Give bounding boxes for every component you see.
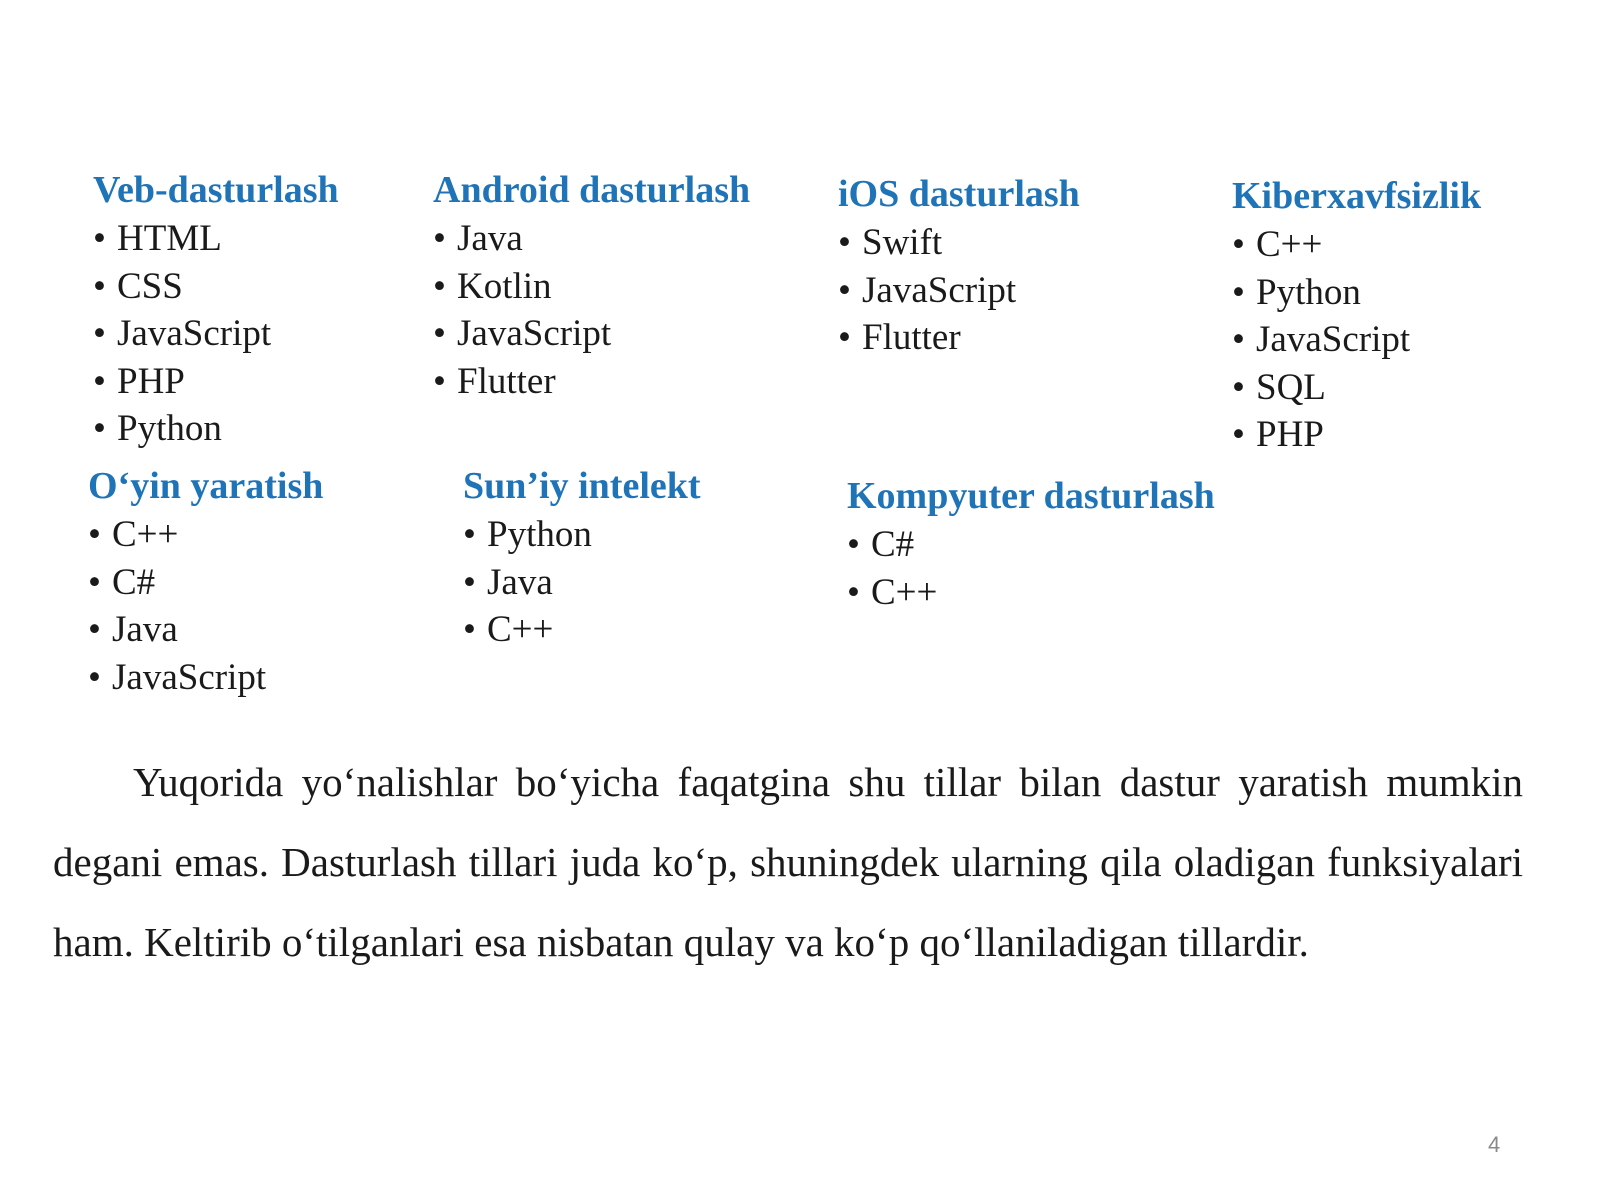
list-item: • JavaScript bbox=[838, 267, 1080, 315]
body-paragraph: Yuqorida yo‘nalishlar bo‘yicha faqatgina shu tillar bilan dastur yaratish mumkin degani emas. Dasturlash tillari juda ko‘p, shuningdek ularning qila oladigan funksiyalari ham. Keltirib o‘tilganlari esa nisbatan qulay va ko‘p qo‘llaniladigan tillardir. bbox=[53, 759, 1523, 965]
section-heading: O‘yin yaratish bbox=[88, 465, 324, 507]
bullet-icon: • bbox=[463, 561, 476, 603]
section-heading: Sun’iy intelekt bbox=[463, 465, 701, 507]
list-item: • C++ bbox=[463, 606, 701, 654]
list-item: • C++ bbox=[847, 569, 1215, 617]
list-item: • JavaScript bbox=[88, 654, 323, 702]
bullet-icon: • bbox=[847, 571, 860, 613]
bullet-icon: • bbox=[838, 222, 851, 263]
bullet-icon: • bbox=[93, 408, 106, 449]
bullet-icon: • bbox=[93, 265, 106, 307]
bullet-icon: • bbox=[838, 317, 851, 358]
bullet-icon: • bbox=[88, 609, 101, 650]
bullet-icon: • bbox=[93, 313, 106, 354]
section-heading: iOS dasturlash bbox=[838, 173, 1080, 215]
bullet-icon: • bbox=[1232, 319, 1245, 360]
list-item: • JavaScript bbox=[433, 310, 750, 358]
section-computer-programming bbox=[847, 473, 1215, 616]
list-item: • Flutter bbox=[433, 358, 750, 406]
section-artificial-intelligence bbox=[463, 463, 701, 654]
list-item: • Swift bbox=[838, 219, 1080, 267]
language-list bbox=[838, 219, 1080, 362]
bullet-icon: • bbox=[93, 360, 106, 402]
section-heading: Veb-dasturlash bbox=[93, 169, 339, 211]
bullet-icon: • bbox=[1232, 271, 1245, 313]
section-heading: Android dasturlash bbox=[433, 169, 751, 211]
bullet-icon: • bbox=[463, 609, 476, 650]
list-item: • Python bbox=[93, 405, 339, 453]
bullet-icon: • bbox=[88, 561, 101, 603]
bullet-icon: • bbox=[88, 656, 101, 698]
section-web-development bbox=[93, 167, 339, 453]
language-list bbox=[1232, 221, 1481, 459]
bullet-icon: • bbox=[88, 514, 101, 555]
language-list bbox=[463, 511, 701, 654]
list-item: • Java bbox=[463, 559, 701, 607]
language-list bbox=[847, 521, 1215, 616]
list-item: • Python bbox=[1232, 269, 1481, 317]
bullet-icon: • bbox=[1232, 414, 1245, 455]
bullet-icon: • bbox=[433, 218, 446, 259]
bullet-icon: • bbox=[433, 313, 446, 354]
list-item: • C++ bbox=[1232, 221, 1481, 269]
language-list bbox=[88, 511, 323, 701]
bullet-icon: • bbox=[1232, 224, 1245, 265]
list-item: • PHP bbox=[1232, 411, 1481, 459]
list-item: • Python bbox=[463, 511, 701, 559]
bullet-icon: • bbox=[847, 524, 860, 565]
section-heading: Kompyuter dasturlash bbox=[847, 475, 1215, 517]
list-item: • Kotlin bbox=[433, 263, 750, 311]
list-item: • CSS bbox=[93, 263, 339, 311]
section-heading: Kiberxavfsizlik bbox=[1232, 175, 1482, 217]
list-item: • JavaScript bbox=[1232, 316, 1481, 364]
bullet-icon: • bbox=[433, 360, 446, 402]
list-item: • SQL bbox=[1232, 364, 1481, 412]
list-item: • Java bbox=[88, 606, 323, 654]
bullet-icon: • bbox=[93, 218, 106, 259]
list-item: • C# bbox=[88, 559, 323, 607]
section-game-development bbox=[88, 463, 323, 701]
list-item: • JavaScript bbox=[93, 310, 339, 358]
list-item: • C# bbox=[847, 521, 1215, 569]
bullet-icon: • bbox=[838, 269, 851, 311]
section-cybersecurity bbox=[1232, 173, 1481, 459]
list-item: • HTML bbox=[93, 215, 339, 263]
list-item: • PHP bbox=[93, 358, 339, 406]
list-item: • Flutter bbox=[838, 314, 1080, 362]
bullet-icon: • bbox=[463, 514, 476, 555]
language-list bbox=[93, 215, 339, 453]
list-item: • C++ bbox=[88, 511, 323, 559]
section-ios-development bbox=[838, 171, 1080, 362]
list-item: • Java bbox=[433, 215, 750, 263]
bullet-icon: • bbox=[433, 265, 446, 307]
page-number: 4 bbox=[1488, 1132, 1501, 1157]
section-android-development bbox=[433, 167, 750, 405]
language-list bbox=[433, 215, 750, 405]
bullet-icon: • bbox=[1232, 366, 1245, 408]
